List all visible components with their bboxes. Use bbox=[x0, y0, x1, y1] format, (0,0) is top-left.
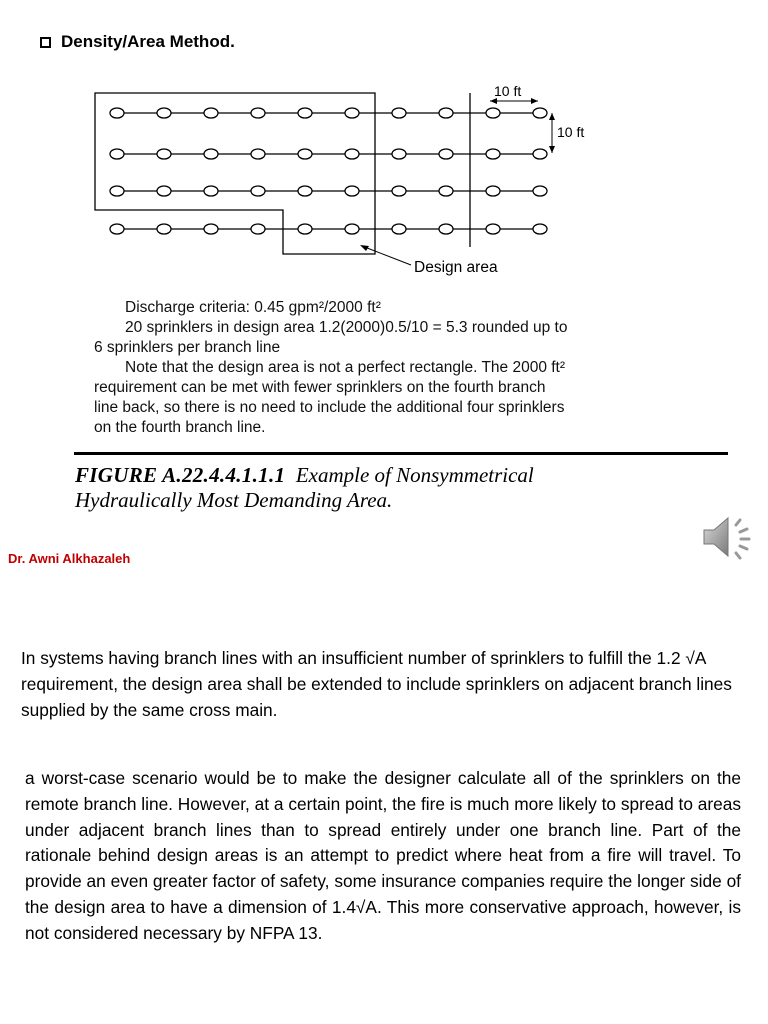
design-area-label: Design area bbox=[414, 259, 498, 276]
sprinkler-head bbox=[298, 224, 312, 234]
sprinkler-head bbox=[251, 186, 265, 196]
sprinkler-head bbox=[251, 149, 265, 159]
sprinkler-head bbox=[439, 224, 453, 234]
sprinkler-head bbox=[204, 108, 218, 118]
caption-line-1: Example of Nonsymmetrical bbox=[295, 463, 534, 487]
sprinkler-head bbox=[486, 186, 500, 196]
sprinkler-head bbox=[486, 149, 500, 159]
leader-arrowhead-icon bbox=[360, 245, 369, 251]
sprinkler-head bbox=[251, 108, 265, 118]
sprinkler-head bbox=[392, 149, 406, 159]
sprinkler-head bbox=[345, 149, 359, 159]
sprinkler-head bbox=[533, 224, 547, 234]
discharge-criteria-text bbox=[94, 298, 734, 438]
sprinkler-head bbox=[345, 224, 359, 234]
arrowhead-up-icon bbox=[549, 113, 555, 120]
sprinkler-head bbox=[251, 224, 265, 234]
sprinkler-head bbox=[204, 186, 218, 196]
paragraph-worst-case: a worst-case scenario would be to make the designer calculate all of the sprinklers on the remote branch line. However, at a certain point, the fire is much more likely to spread to areas under adjacent branch lines than to spread entirely under one branch line. Part of the rationale behind design areas is an attempt to predict where heat from a fire will travel. To provide an even greater factor of safety, some insurance companies require the longer side of the design area to have a dimension of 1.4√A. This more conservative approach, however, is not considered necessary by NFPA 13. bbox=[25, 768, 741, 943]
criteria-line-2: 20 sprinklers in design area 1.2(2000)0.5/10 = 5.3 rounded up to bbox=[125, 319, 568, 336]
caption-divider bbox=[74, 452, 728, 455]
sprinkler-head bbox=[533, 149, 547, 159]
sprinkler-head bbox=[298, 186, 312, 196]
sprinkler-head bbox=[439, 186, 453, 196]
paragraph-branch-lines: In systems having branch lines with an insufficient number of sprinklers to fulfill the 1.2 √A requirement, the design area shall be extended to include sprinklers on adjacent branch lines supplied by the same cross main. bbox=[21, 648, 732, 720]
figure-caption bbox=[75, 463, 735, 513]
sprinkler-head bbox=[204, 224, 218, 234]
sprinkler-head bbox=[298, 149, 312, 159]
arrowhead-right-icon bbox=[531, 98, 538, 104]
sprinkler-head bbox=[110, 108, 124, 118]
sprinkler-head bbox=[392, 186, 406, 196]
design-area-leader-line bbox=[362, 246, 411, 265]
criteria-line-4: Note that the design area is not a perfect rectangle. The 2000 ft² bbox=[125, 359, 566, 376]
sprinkler-head bbox=[298, 108, 312, 118]
sprinkler-head bbox=[110, 224, 124, 234]
sprinkler-head bbox=[345, 108, 359, 118]
design-area-outline bbox=[95, 93, 375, 254]
criteria-line-3: 6 sprinklers per branch line bbox=[94, 339, 281, 356]
sprinkler-head bbox=[110, 186, 124, 196]
sprinkler-layout-diagram bbox=[0, 0, 768, 300]
sprinkler-head bbox=[110, 149, 124, 159]
sprinkler-head bbox=[392, 108, 406, 118]
sprinkler-head bbox=[439, 108, 453, 118]
dimension-label-top: 10 ft bbox=[494, 83, 522, 99]
author-name: Dr. Awni Alkhazaleh bbox=[8, 551, 131, 566]
caption-line-2: Hydraulically Most Demanding Area. bbox=[75, 488, 393, 512]
sprinkler-head bbox=[486, 224, 500, 234]
figure-number: FIGURE A.22.4.4.1.1.1 bbox=[75, 463, 286, 487]
criteria-line-1: Discharge criteria: 0.45 gpm²/2000 ft² bbox=[125, 299, 381, 316]
sprinkler-head bbox=[533, 186, 547, 196]
sprinkler-head bbox=[439, 149, 453, 159]
sprinkler-head bbox=[345, 186, 359, 196]
sprinkler-head bbox=[204, 149, 218, 159]
sprinkler-head bbox=[486, 108, 500, 118]
sprinkler-head bbox=[533, 108, 547, 118]
speaker-icon[interactable] bbox=[700, 512, 756, 562]
dimension-label-right: 10 ft bbox=[557, 124, 585, 140]
sprinkler-head bbox=[392, 224, 406, 234]
sprinkler-head bbox=[157, 108, 171, 118]
criteria-line-6: line back, so there is no need to include the additional four sprinklers bbox=[94, 399, 565, 416]
criteria-line-7: on the fourth branch line. bbox=[94, 419, 266, 436]
arrowhead-down-icon bbox=[549, 146, 555, 153]
sprinkler-head bbox=[157, 186, 171, 196]
criteria-line-5: requirement can be met with fewer sprinklers on the fourth branch bbox=[94, 379, 546, 396]
heading-text: Density/Area Method. bbox=[61, 32, 235, 51]
sprinkler-head bbox=[157, 224, 171, 234]
sprinkler-head bbox=[157, 149, 171, 159]
